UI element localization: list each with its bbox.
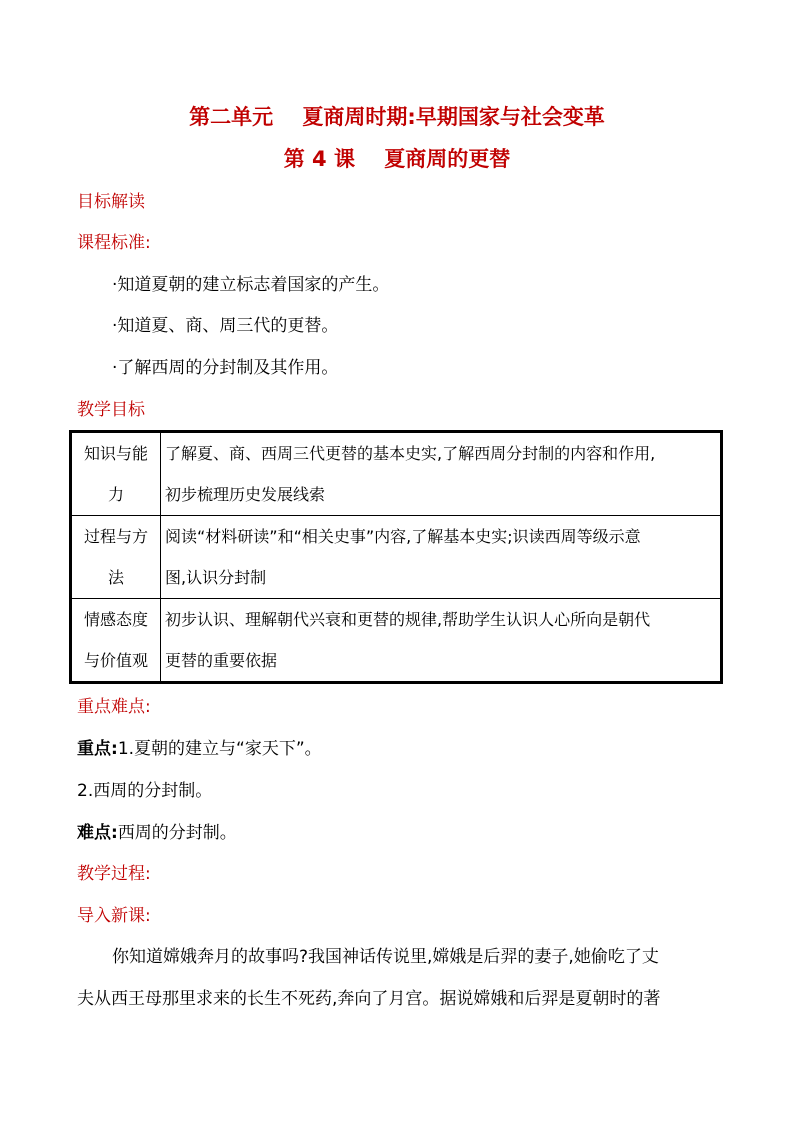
focus-item: 1.夏朝的建立与“家天下”。 [117, 739, 322, 759]
section-intro: 导入新课: [77, 906, 151, 926]
row-content: 阅读“材料研读”和“相关史事”内容,了解基本史实;识读西周等级示意 图,认识分封制 [161, 516, 722, 599]
row-header: 情感态度 与价值观 [71, 599, 161, 683]
curriculum-item: ·了解西周的分封制及其作用。 [112, 358, 339, 378]
intro-paragraph: 你知道嫦娥奔月的故事吗?我国神话传说里,嫦娥是后羿的妻子,她偷吃了丈 [112, 947, 659, 967]
intro-paragraph: 夫从西王母那里求来的长生不死药,奔向了月宫。据说嫦娥和后羿是夏朝时的著 [77, 989, 661, 1009]
table-row [71, 432, 722, 516]
difficulty-label: 难点: [77, 823, 118, 843]
row-content: 了解夏、商、西周三代更替的基本史实,了解西周分封制的内容和作用, 初步梳理历史发展线索 [161, 432, 722, 516]
teaching-goals-table [69, 430, 723, 684]
focus-item: 2.西周的分封制。 [77, 781, 213, 801]
row-header: 知识与能 力 [71, 432, 161, 516]
curriculum-item: ·知道夏、商、周三代的更替。 [112, 316, 339, 336]
section-curriculum: 课程标准: [77, 233, 151, 253]
section-objectives: 目标解读 [77, 192, 145, 212]
unit-title: 第二单元 夏商周时期:早期国家与社会变革 [189, 105, 605, 129]
row-header: 过程与方 法 [71, 516, 161, 599]
section-process: 教学过程: [77, 864, 151, 884]
focus-line [77, 737, 322, 761]
row-content: 初步认识、理解朝代兴衰和更替的规律,帮助学生认识人心所向是朝代 更替的重要依据 [161, 599, 722, 683]
lesson-title: 第 4 课 夏商周的更替 [283, 147, 511, 171]
difficulty-item: 西周的分封制。 [117, 823, 237, 843]
section-key-points: 重点难点: [77, 697, 151, 717]
section-teaching-goals: 教学目标 [77, 400, 145, 420]
focus-label: 重点: [77, 739, 118, 759]
table-row [71, 599, 722, 683]
table-row [71, 516, 722, 599]
curriculum-item: ·知道夏朝的建立标志着国家的产生。 [112, 275, 390, 295]
difficulty-line [77, 821, 237, 845]
